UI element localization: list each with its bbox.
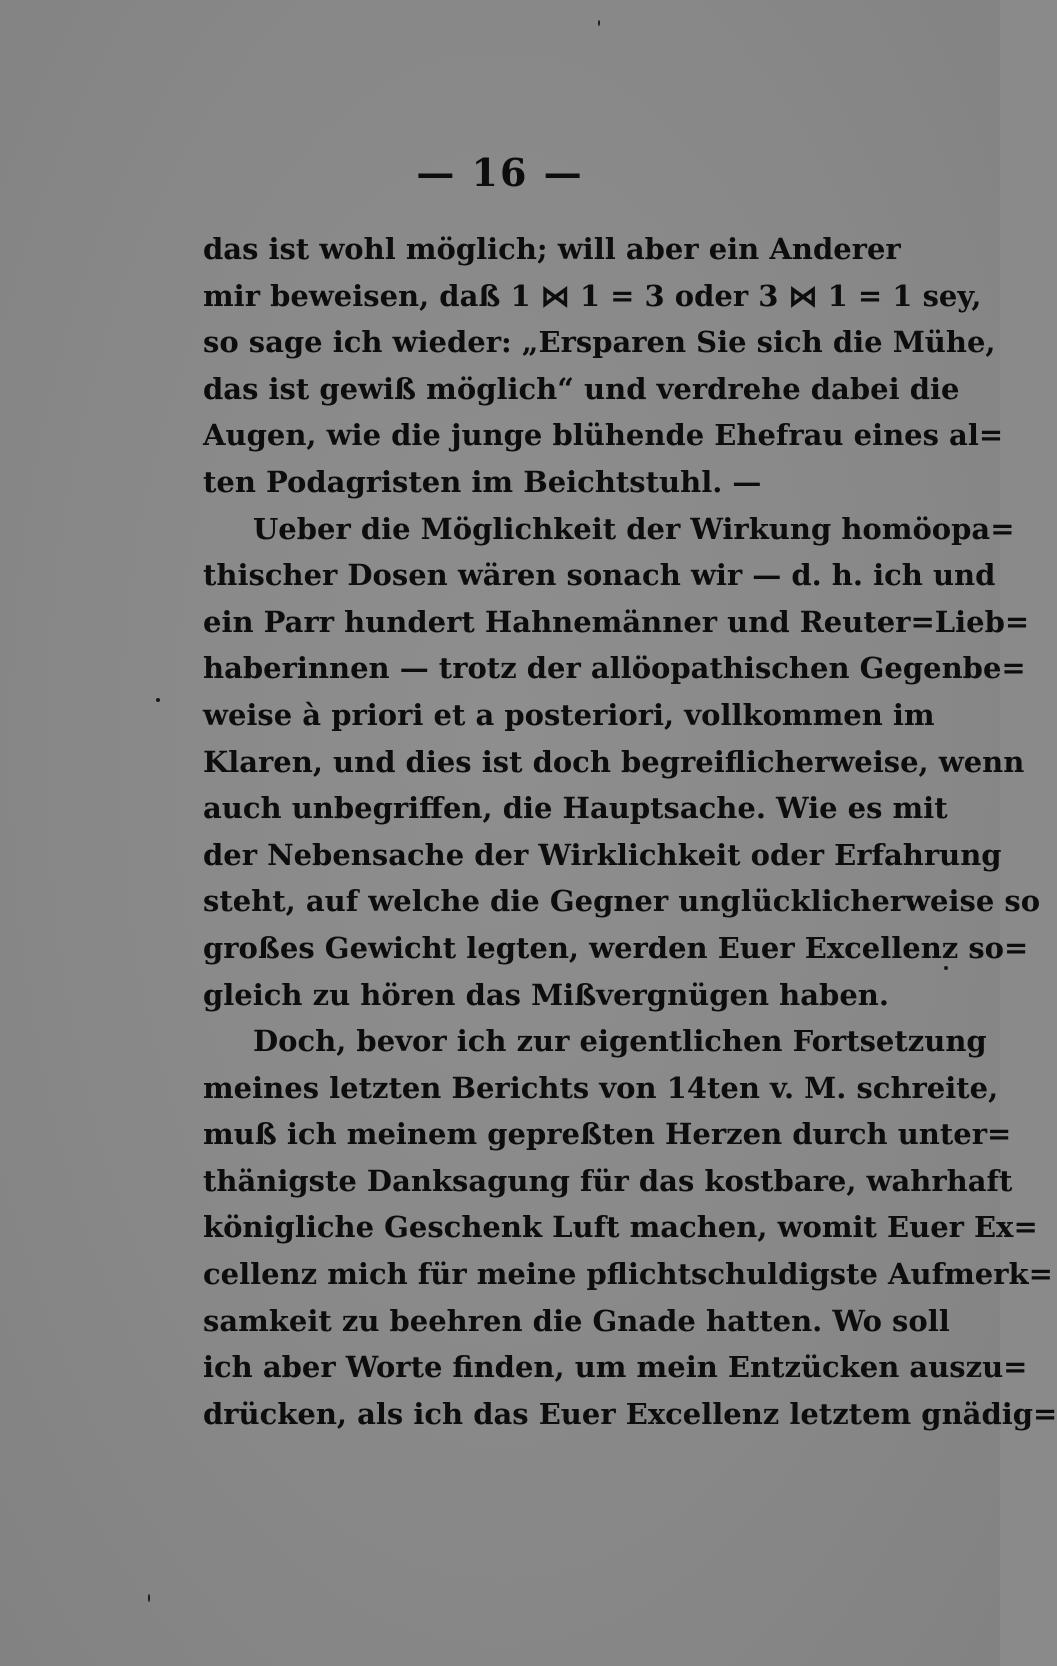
scan-speck [598,20,600,26]
text-line: drücken, als ich das Euer Excellenz letztem gnädig= [203,1396,1057,1431]
text-line: auch unbegriffen, die Hauptsache. Wie es mit [203,791,948,826]
text-line: mir beweisen, daß 1 ⋈ 1 = 3 oder 3 ⋈ 1 = 1 sey, [203,278,982,313]
text-line: ten Podagristen im Beichtstuhl. — [203,464,762,499]
text-line: ich aber Worte finden, um mein Entzücken auszu= [203,1350,1028,1385]
text-line: weise à priori et a posteriori, vollkommen im [203,697,935,732]
text-line: meines letzten Berichts von 14ten v. M. schreite, [203,1070,999,1105]
text-line: das ist gewiß möglich“ und verdrehe dabei die [203,371,960,406]
text-line: Doch, bevor ich zur eigentlichen Fortsetzung [253,1024,987,1059]
page-number: — 16 — [416,150,584,195]
paragraph-1 [203,226,1004,506]
text-line: muß ich meinem gepreßten Herzen durch unter= [203,1117,1012,1152]
paragraph-2 [203,506,1041,1019]
text-line: thänigste Danksagung für das kostbare, wahrhaft [203,1163,1013,1198]
text-line: das ist wohl möglich; will aber ein Anderer [203,232,901,266]
text-line: steht, auf welche die Gegner unglücklicherweise so [203,884,1041,919]
text-line: Ueber die Möglichkeit der Wirkung homöopa= [253,511,1015,546]
text-line: cellenz mich für meine pflichtschuldigste Aufmerk= [203,1257,1053,1292]
text-line: Augen, wie die junge blühende Ehefrau eines al= [203,418,1004,453]
text-line: ein Parr hundert Hahnemänner und Reuter=Lieb= [203,604,1030,639]
text-line: königliche Geschenk Luft machen, womit Euer Ex= [203,1210,1038,1245]
text-line: haberinnen — trotz der allöopathischen Gegenbe= [203,651,1026,686]
body-text [203,226,1057,1437]
scan-speck [156,698,160,702]
scan-speck [148,1594,150,1602]
scan-speck [944,966,948,970]
text-line: samkeit zu beehren die Gnade hatten. Wo soll [203,1303,950,1338]
text-line: so sage ich wieder: „Ersparen Sie sich die Mühe, [203,325,996,360]
text-line: Klaren, und dies ist doch begreiflicherweise, wenn [203,744,1025,779]
paragraph-3 [203,1018,1057,1437]
text-line: gleich zu hören das Mißvergnügen haben. [203,977,889,1012]
text-line: thischer Dosen wären sonach wir — d. h. ich und [203,558,996,593]
text-line: der Nebensache der Wirklichkeit oder Erfahrung [203,837,1002,872]
text-line: großes Gewicht legten, werden Euer Excellenz so= [203,930,1029,965]
